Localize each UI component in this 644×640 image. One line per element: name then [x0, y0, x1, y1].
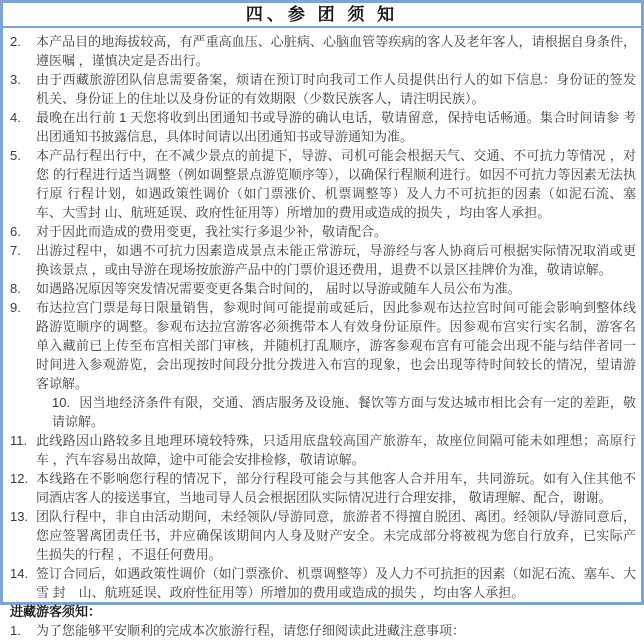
item-text: 本产品行程出行中，在不减少景点的前提下，导游、司机可能会根据天气、交通、不可抗力等情况 ，对您 的行程进行适当调整（例如调整景点游览顺序等），以确保行程顺利进行。如因不可抗力等因素无法执行原 行程计划，如遇政策性调价（如门票涨价、机票调整等）及人力不可抗拒的因素（如泥石流、塞车、大雪封 山、航班延误、政府性征用等）所增加的费用或造成的损失 ，均由客人承担。: [36, 148, 636, 220]
item-text: 布达拉宫门票是每日限量销售，参观时间可能提前或延后，因此参观布达拉宫时间可能会影响到整体线 路游览顺序的调整。参观布达拉宫游客必须携带本人有效身份证原件。因参观布宫实行实名制，游客名 单入藏前已上传至布宫相关部门审核，并随机打乱顺序，游客参观布宫有可能会出现不能与结伴者同一 时间进入参观游览，会出现按时间段分批分拨进入布宫的现象，也会出现等待时间较长的情况，望请游 客谅解。: [36, 300, 636, 391]
item-text: 如遇路况原因等突发情况需要变更各集合时间的， 届时以导游或随车人员公布为准。: [36, 281, 521, 296]
notice-item-indented: [10, 393, 636, 431]
tibet-visitors-heading: 进藏游客须知：: [10, 604, 102, 619]
page-title: 四、参 团 须 知: [245, 5, 399, 24]
item-number: 1.: [10, 623, 21, 638]
item-number: 9.: [10, 300, 21, 315]
item-number: 7.: [10, 243, 21, 258]
item-text: 出游过程中，如遇不可抗力因素造成景点未能正常游玩，导游经与客人协商后可根据实际情况取消或更 换该景点 ，或由导游在现场按旅游产品中的门票价退还费用，退费不以景区挂牌价为准，敬请谅解。: [36, 243, 636, 277]
item-number: 6.: [10, 224, 21, 239]
notice-item: [10, 279, 636, 298]
item-text: 由于西藏旅游团队信息需要备案，烦请在预订时向我司工作人员提供出行人的如下信息：身份证的签发 机关、身份证上的住址以及身份证的有效期限（少数民族客人，请注明民族）。: [36, 72, 636, 106]
document-title-bar: [3, 3, 641, 28]
item-text: 为了您能够平安顺利的完成本次旅游行程，请您仔细阅读此进藏注意事项：: [36, 623, 466, 638]
item-number: 13.: [10, 509, 29, 524]
item-number: 10.: [52, 395, 71, 410]
item-number: 4.: [10, 110, 21, 125]
notice-item: [10, 32, 636, 70]
item-number: 14.: [10, 566, 29, 581]
item-text: 团队行程中，非自由活动期间，未经领队/导游同意，旅游者不得擅自脱团、离团。经领队/导游同意后， 您应签署离团责任书，并应确保该期间内人身及财产安全。未完成部分将被视为您自行放弃，已实际产 生损失的行程 ，不退任何费用。: [36, 509, 636, 562]
item-number: 11.: [10, 433, 28, 448]
notice-item: [10, 108, 636, 146]
item-text: 此线路因山路较多且地理环境较特殊，只适用底盘较高国产旅游车，故座位间隔可能未如理想；高原行 车 ，汽车容易出故障，途中可能会安排检修，敬请谅解。: [36, 433, 636, 467]
notice-item: [10, 469, 636, 507]
item-text: 因当地经济条件有限，交通、酒店服务及设施、餐饮等方面与发达城市相比会有一定的差距，敬请谅解。: [52, 395, 636, 429]
tibet-notice-item: [10, 621, 636, 640]
notice-item: [10, 241, 636, 279]
item-text: 本线路在不影响您行程的情况下，部分行程段可能会与其他客人合并用车，共同游玩。如有入住其他不 同酒店客人的接送事宜，当地司导人员会根据团队实际情况进行合理安排， 敬请理解、配合，谢谢。: [36, 471, 636, 505]
notice-item: [10, 507, 636, 564]
item-text: 签订合同后，如遇政策性调价（如门票涨价、机票调整等）及人力不可抗拒的因素（如泥石流、塞车、大雪 封 山、航班延误、政府性征用等）所增加的费用或造成的损失 ，均由客人承担。: [36, 566, 636, 600]
item-number: 8.: [10, 281, 21, 296]
notice-item: [10, 298, 636, 393]
item-number: 12.: [10, 471, 29, 486]
item-number: 2.: [10, 34, 21, 49]
item-number: 3.: [10, 72, 21, 87]
item-number: 5.: [10, 148, 21, 163]
notice-item: [10, 146, 636, 222]
item-text: 对于因此而造成的费用变更，我社实行多退少补，敬请配合。: [36, 224, 388, 239]
notice-list: [3, 28, 641, 640]
notice-item: [10, 564, 636, 602]
item-text: 最晚在出行前 1 天您将收到出团通知书或导游的确认电话，敬请留意，保持电话畅通。集合时间请参 考出团通知书披露信息，具体时间请以出团通知书或导游通知为准。: [36, 110, 636, 144]
notice-item: [10, 431, 636, 469]
item-text: 本产品目的地海拔较高，有严重高血压、心脏病、心脑血管等疾病的客人及老年客人，请根据自身条件， 遵医嘱 ，谨慎决定是否出行。: [36, 34, 636, 68]
notice-item: [10, 70, 636, 108]
notice-item: [10, 222, 636, 241]
